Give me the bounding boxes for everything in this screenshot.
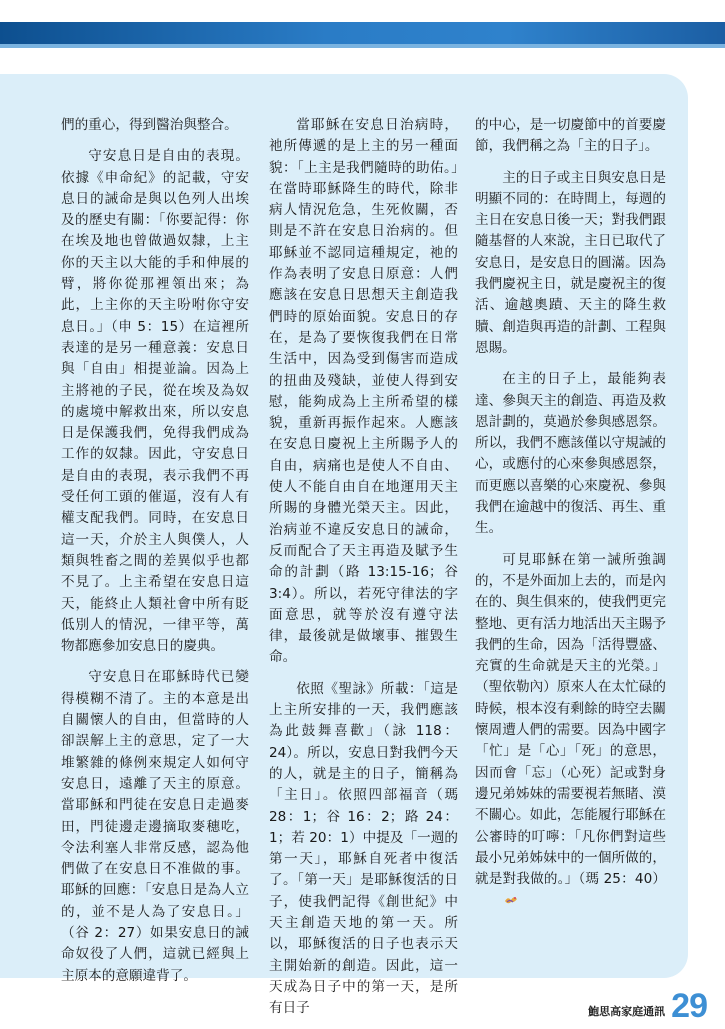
- paragraph: 守安息日是自由的表現。依據《申命紀》的記載，守安息日的誡命是與以色列人出埃及的歷史有關：「你要記得：你在埃及地也曾做過奴隸，上主你的天主以大能的手和伸展的臂，將你從那裡領出來；為此，上主你的天主吩咐你守安息日。」（申 5：15）在這裡所表達的是另一種意義：安息日與「自由」相提並論。因為上主將祂的子民，從在埃及為奴的處境中解救出來，所以安息日是保護我們，免得我們成為工作的奴隸。因此，守安息日是自由的表現，表示我們不再受任何工頭的催逼，沒有人有權支配我們。同時，在安息日這一天，介於主人與僕人，人類與牲畜之間的差異似乎也都不見了。上主希望在安息日這天，能終止人類社會中所有貶低別人的情況，一律平等，萬物都應參加安息日的慶典。: [61, 148, 249, 655]
- paragraph: 主的日子或主日與安息日是明顯不同的：在時間上，每週的主日在安息日後一天；對我們跟隨基督的人來說，主日已取代了安息日，是安息日的圓滿。因為我們慶祝主日，就是慶祝主的復活、逾越奧蹟、天主的降生救贖、創造與再造的計劃、工程與恩賜。: [475, 169, 666, 356]
- paragraph: 依照《聖詠》所載：「這是上主所安排的一天，我們應該為此鼓舞喜歡」（詠 118：24）。所以，安息日對我們今天的人，就是主的日子，簡稱為「主日」。依照四部福音（瑪 28：1；谷 16：2；路 24：1；若 20：1）中提及「一週的第一天」，耶穌自死者中復活了。「第一天」是耶穌復活的日子，使我們記得《創世紀》中天主創造天地的第一天。所以，耶穌復活的日子也表示天主開始新的創造。因此，這一天成為日子中的第一天，是所有日子: [269, 680, 458, 1017]
- paragraph: 守安息日在耶穌時代已變得模糊不清了。主的本意是出自關懷人的自由，但當時的人卻誤解上主的意思，定了一大堆繁雜的條例來規定人如何守安息日，遠離了天主的原意。當耶穌和門徒在安息日走過麥田，門徒邊走邊摘取麥穗吃，令法利塞人非常反感，認為他們做了在安息日不准做的事。耶穌的回應：「安息日是為人立的，並不是人為了安息日。」（谷 2：27）如果安息日的誡命奴役了人們，這就已經與上主原本的意願違背了。: [61, 669, 249, 984]
- paragraph: [475, 550, 666, 912]
- article-column-1: [61, 115, 249, 997]
- article-column-3: [475, 115, 666, 922]
- paragraph: 們的重心，得到醫治與整合。: [61, 117, 238, 133]
- paragraph: 在主的日子上，最能夠表達、參與天主的創造、再造及救恩計劃的，莫過於參與感恩祭。所以，我們不應該僅以守規誡的心，或應付的心來參與感恩祭，而更應以喜樂的心來慶祝、參與我們在逾越中的復活、再生、重生。: [475, 371, 666, 537]
- page-footer: [588, 988, 707, 1024]
- header-band-accent: [0, 44, 725, 48]
- paragraph: 的中心，是一切慶節中的首要慶節，我們稱之為「主的日子」。: [475, 117, 666, 155]
- header-band: [0, 22, 725, 44]
- page-number: 29: [671, 986, 707, 1025]
- publication-name: 鮑思高家庭通訊: [588, 1005, 666, 1018]
- paragraph: 當耶穌在安息日治病時，祂所傳遞的是上主的另一種面貌：「上主是我們隨時的助佑。」在當時耶穌降生的時代，除非病人情況危急，生死攸關，否則是不許在安息日治病的。但耶穌並不認同這種規定，祂的作為表明了安息日原意：人們應該在安息日思想天主創造我們時的原始面貌。安息日的存在，是為了要恢復我們在日常生活中，因為受到傷害而造成的扭曲及殘缺，並使人得到安慰，能夠成為上主所希望的樣貌，重新再振作起來。人應該在安息日慶祝上主所賜予人的自由，病痛也是使人不自由、使人不能自由自在地運用天主所賜的身體光榮天主。因此，治病並不違反安息日的誡命，反而配合了天主再造及賦予生命的計劃（路 13:15-16；谷 3:4）。所以，若死守律法的字面意思，就等於沒有遵守法律，最後就是做壞事、摧毀生命。: [269, 117, 458, 666]
- doves-icon: [477, 892, 491, 904]
- paragraph-text: 可見耶穌在第一誡所強調的，不是外面加上去的，而是內在的、與生俱來的，使我們更完整地、更有活力地活出天主賜予我們的生命，因為「活得豐盛、充實的生命就是天主的光榮。」（聖依勒內）原來人在太忙碌的時候，根本沒有剩餘的時空去關懷周遭人們的需要。因為中國字「忙」是「心」「死」的意思，因而會「忘」（心死）記或對身邊兄弟姊妹的需要視若無睹、漠不關心。如此，怎能履行耶穌在公審時的叮嚀：「凡你們對這些最小兄弟姊妹中的一個所做的，就是對我做的。」（瑪 25：40）: [475, 551, 666, 888]
- article-column-2: [269, 115, 458, 1029]
